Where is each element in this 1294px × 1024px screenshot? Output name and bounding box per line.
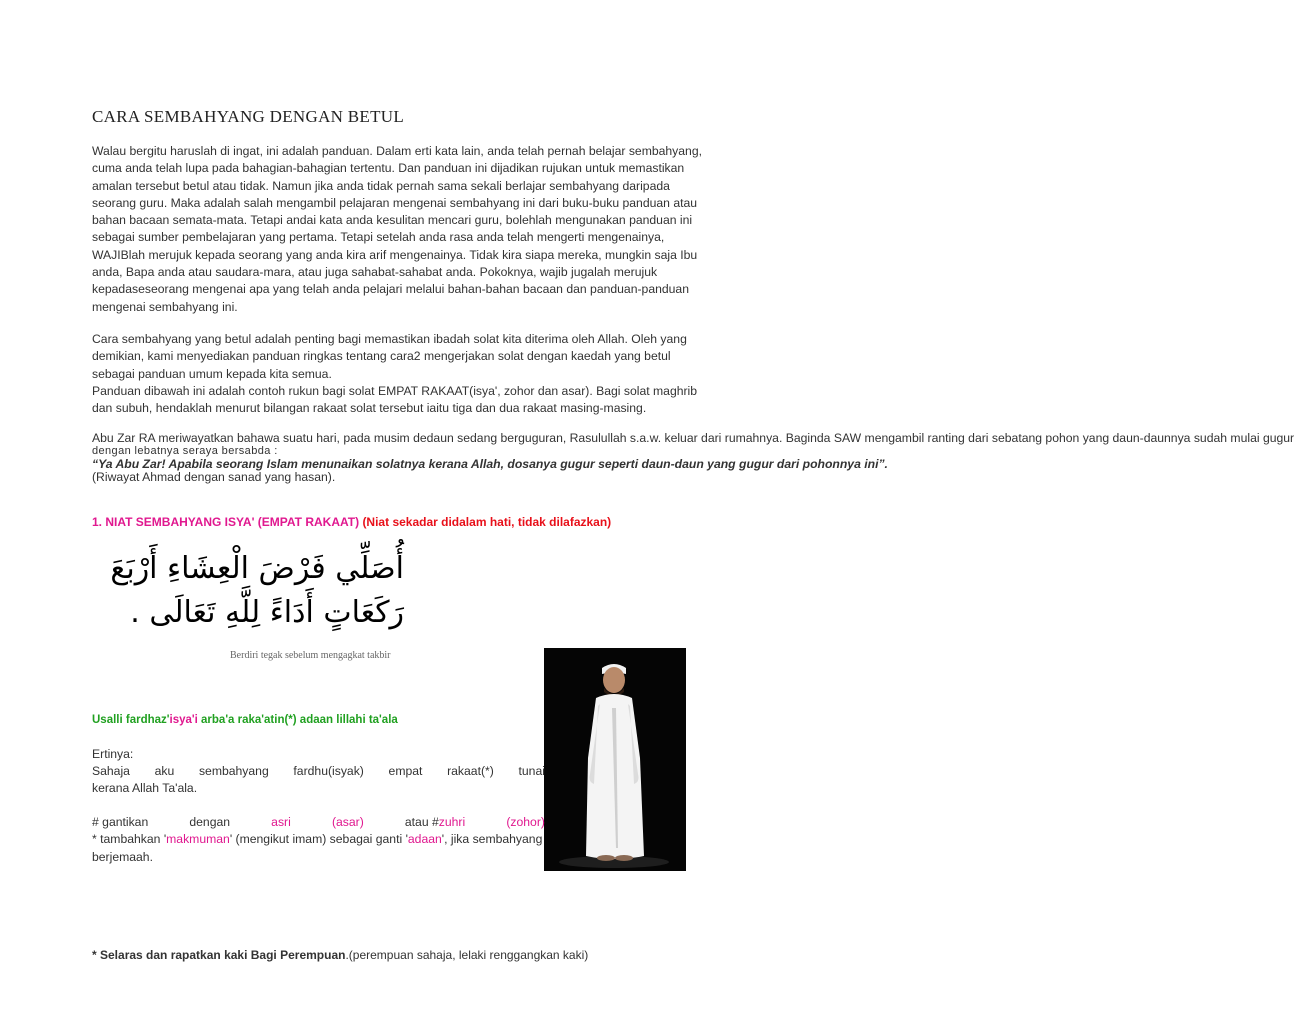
arabic-line-1: أُصَلِّي فَرْضَ الْعِشَاءِ أَرْبَعَ	[110, 551, 404, 586]
arabic-line-2: رَكَعَاتٍ أَدَاءً لِلَّهِ تَعَالَى .	[130, 595, 404, 630]
niat-heading	[92, 515, 611, 529]
arabic-niat-text	[90, 540, 410, 632]
intro-paragraph: Walau bergitu haruslah di ingat, ini adalah panduan. Dalam erti kata lain, anda telah pernah belajar sembahyang, cuma anda telah lupa pada bahagian-bahagian tertentu. Dan panduan ini dijadikan rujukan untuk memastikan amalan tersebut betul atau tidak. Namun jika anda tidak pernah sama sekali berlajar sembahyang daripada seorang guru. Maka adalah salah mengambil pelajaran mengenai sembahyang ini dari buku-buku panduan atau bahan bacaan semata-mata. Tetapi andai kata anda kesulitan mencari guru, bolehlah mengunakan panduan ini sebagai sumber pembelajaran yang pertama. Tetapi setelah anda rasa anda telah mengerti mengenainya, WAJIBlah merujuk kepada seorang yang anda kira arif mengenainya. Tidak kira siapa mereka, mungkin saja Ibu anda, Bapa anda atau saudara-mara, atau juga sahabat-sahabat anda. Pokoknya, wajib jugalah merujuk kepadaseseorang mengenai apa yang telah anda pelajari melalui bahan-bahan bacaan dan panduan-panduan mengenai sembahyang ini.	[92, 144, 702, 314]
niat-note: (Niat sekadar didalam hati, tidak dilafazkan)	[362, 515, 612, 529]
image-caption: Berdiri tegak sebelum mengagkat takbir	[230, 650, 391, 661]
hadith-paragraph: Abu Zar RA meriwayatkan bahawa suatu hari, pada musim dedaun sedang berguguran, Rasulullah s.a.w. keluar dari rumahnya. Baginda SAW mengambil ranting dari sebatang pohon yang daun-daunnya sudah mulai gugur dengan lebatnya seraya bersabda : “Ya Abu Zar! Apabila seorang Islam menunaikan solatnya kerana Allah, dosanya gugur seperti daun-daun yang gugur dari pohonnya ini”. (Riwayat Ahmad dengan sanad yang hasan).	[92, 431, 1294, 484]
niat-title: 1. NIAT SEMBAHYANG ISYA' (EMPAT RAKAAT)	[92, 515, 360, 529]
tambahkan-line-2: berjemaah.	[92, 850, 153, 864]
ertinya-translation-row: Sahaja aku sembahyang fardhu(isyak) empat rakaat(*) tunai	[92, 764, 545, 778]
usalli-transliteration: Usalli fardhaz'isya'i arba'a raka'atin(*) adaan lillahi ta'ala	[92, 714, 398, 726]
standing-man-photo	[544, 648, 686, 871]
page-title: CARA SEMBAHYANG DENGAN BETUL	[92, 107, 405, 126]
tambahkan-line: * tambahkan 'makmuman' (mengikut imam) sebagai ganti 'adaan', jika sembahyang	[92, 832, 543, 846]
perempuan-note: * Selaras dan rapatkan kaki Bagi Perempuan.(perempuan sahaja, lelaki renggangkan kaki)	[92, 948, 589, 962]
ertinya-label: Ertinya:	[92, 747, 134, 761]
gantikan-row: # gantikan dengan asri (asar) atau #zuhri (zohor)	[92, 815, 545, 829]
importance-paragraph: Cara sembahyang yang betul adalah penting bagi memastikan ibadah solat kita diterima oleh Allah. Oleh yang demikian, kami menyediakan panduan ringkas tentang cara2 mengerjakan solat dengan kaedah yang betul sebagai panduan umum kepada kita semua. Panduan dibawah ini adalah contoh rukun bagi solat EMPAT RAKAAT(isya', zohor dan asar). Bagi solat maghrib dan subuh, hendaklah menurut bilangan rakaat solat tersebut iaitu tiga dan dua rakaat masing-masing.	[92, 332, 698, 416]
standing-figure-illustration	[544, 648, 686, 871]
ertinya-line-2: kerana Allah Ta'ala.	[92, 781, 198, 795]
